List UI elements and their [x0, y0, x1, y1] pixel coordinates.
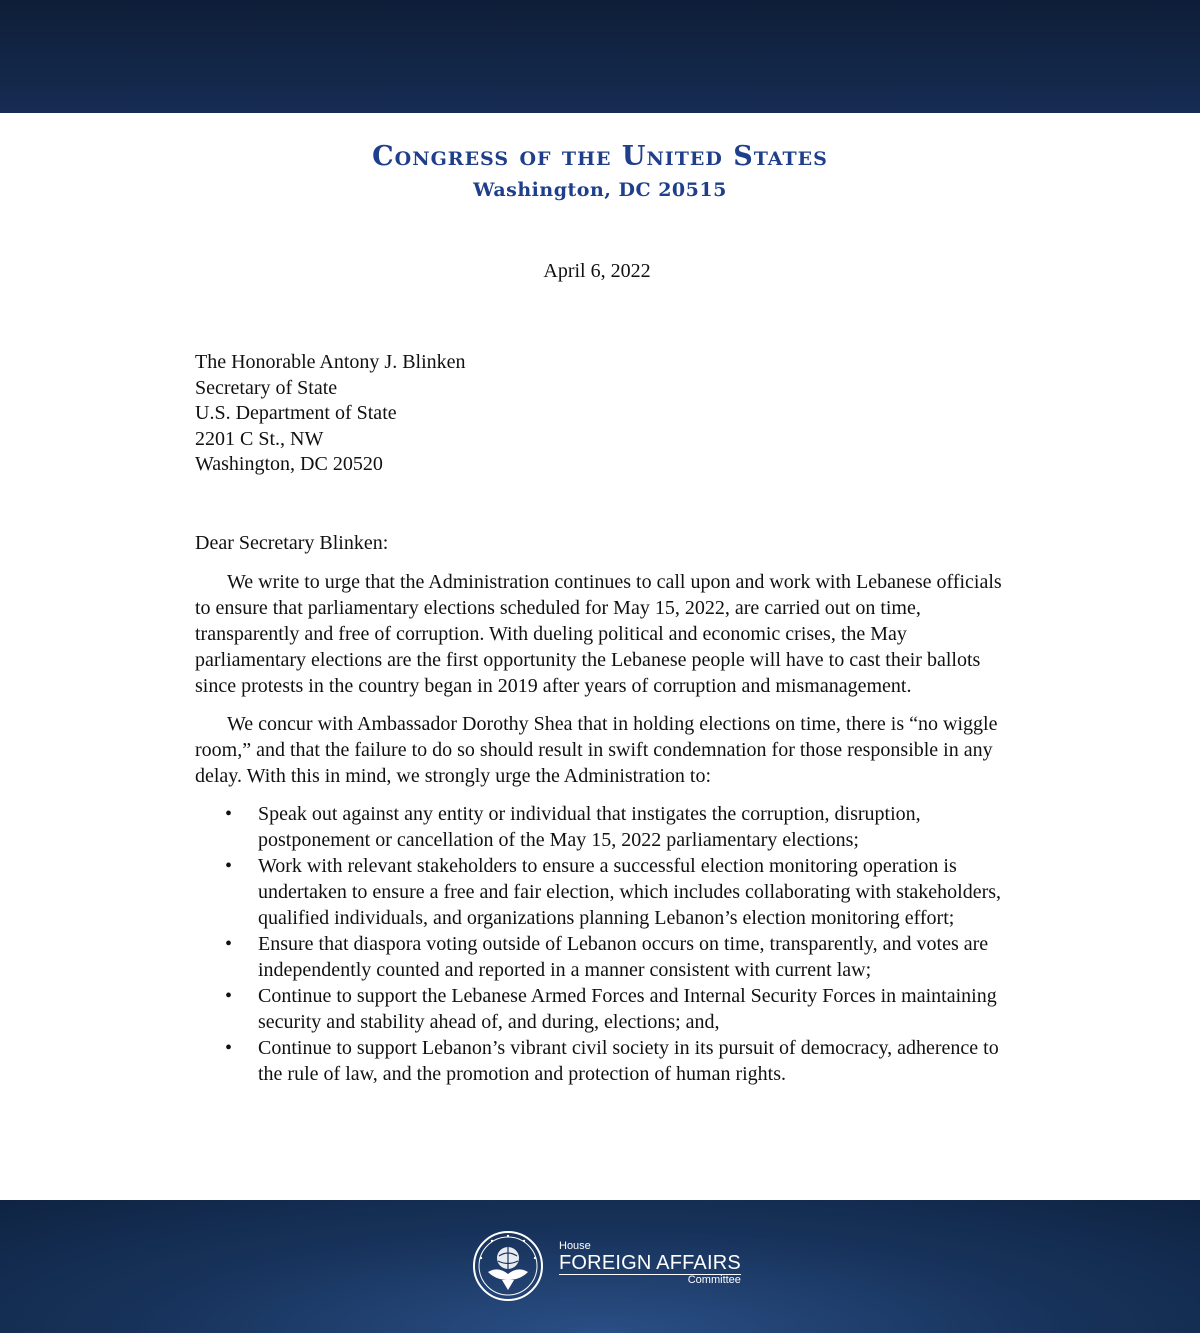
- body-paragraph: We write to urge that the Administration continues to call upon and work with Lebanese officials to ensure that parliamentary elections scheduled for May 15, 2022, are carried out on time, transparently and free of corruption. With dueling political and economic crises, the May parliamentary elections are the first opportunity the Lebanese people will have to cast their ballots since protests in the country began in 2019 after years of corruption and mismanagement.: [195, 571, 1002, 697]
- wordmark-committee: Committee: [687, 1274, 741, 1286]
- addressee-line: 2201 C St., NW: [195, 427, 324, 450]
- addressee-line: Secretary of State: [195, 376, 338, 399]
- letter-date: April 6, 2022: [543, 260, 651, 282]
- wordmark-title-text: FOREIGN AFFAIRS: [559, 1252, 741, 1274]
- salutation: Dear Secretary Blinken:: [195, 532, 389, 554]
- bullet-icon: •: [225, 1037, 233, 1059]
- wordmark-title: [559, 1252, 741, 1274]
- addressee-block: [195, 350, 466, 478]
- wordmark-house: House: [559, 1240, 591, 1252]
- bullet-icon: •: [225, 933, 233, 955]
- addressee-line: Washington, DC 20520: [195, 453, 383, 475]
- list-item-text: Continue to support Lebanon’s vibrant civil society in its pursuit of democracy, adherence to the rule of law, and the promotion and protection of human rights.: [258, 1037, 999, 1085]
- letterhead-subtitle: Washington, DC 20515: [473, 179, 727, 201]
- list-item: [195, 853, 1015, 931]
- list-item-text: Continue to support the Lebanese Armed Forces and Internal Security Forces in maintaining security and stability ahead of, and during, elections; and,: [258, 985, 997, 1033]
- list-item-text: Speak out against any entity or individual that instigates the corruption, disruption, postponement or cancellation of the May 15, 2022 parliamentary elections;: [258, 803, 921, 851]
- request-list: [195, 801, 1015, 1087]
- list-item: [195, 931, 1015, 983]
- bullet-icon: •: [225, 803, 233, 825]
- committee-seal-icon: [472, 1230, 544, 1302]
- letter-body: [195, 569, 1015, 1087]
- list-item: [195, 983, 1015, 1035]
- addressee-line: U.S. Department of State: [195, 402, 397, 424]
- letterhead: [0, 138, 1200, 204]
- letterhead-title: Congress of the United States: [372, 141, 828, 172]
- list-item-text: Work with relevant stakeholders to ensure a successful election monitoring operation is undertaken to ensure a free and fair election, which includes collaborating with stakeholders, qualified individuals, and organizations planning Lebanon’s election monitoring effort;: [258, 855, 1002, 929]
- list-item-text: Ensure that diaspora voting outside of Lebanon occurs on time, transparently, and votes are independently counted and reported in a manner consistent with current law;: [258, 933, 989, 981]
- list-item: [195, 801, 1015, 853]
- committee-wordmark: [559, 1240, 741, 1286]
- body-paragraph: We concur with Ambassador Dorothy Shea that in holding elections on time, there is “no wiggle room,” and that the failure to do so should result in swift condemnation for those responsible in any delay. With this in mind, we strongly urge the Administration to:: [195, 713, 998, 787]
- top-banner: [0, 0, 1200, 113]
- addressee-line: The Honorable Antony J. Blinken: [195, 351, 466, 373]
- list-item: [195, 1035, 1015, 1087]
- bullet-icon: •: [225, 855, 233, 877]
- bullet-icon: •: [225, 985, 233, 1007]
